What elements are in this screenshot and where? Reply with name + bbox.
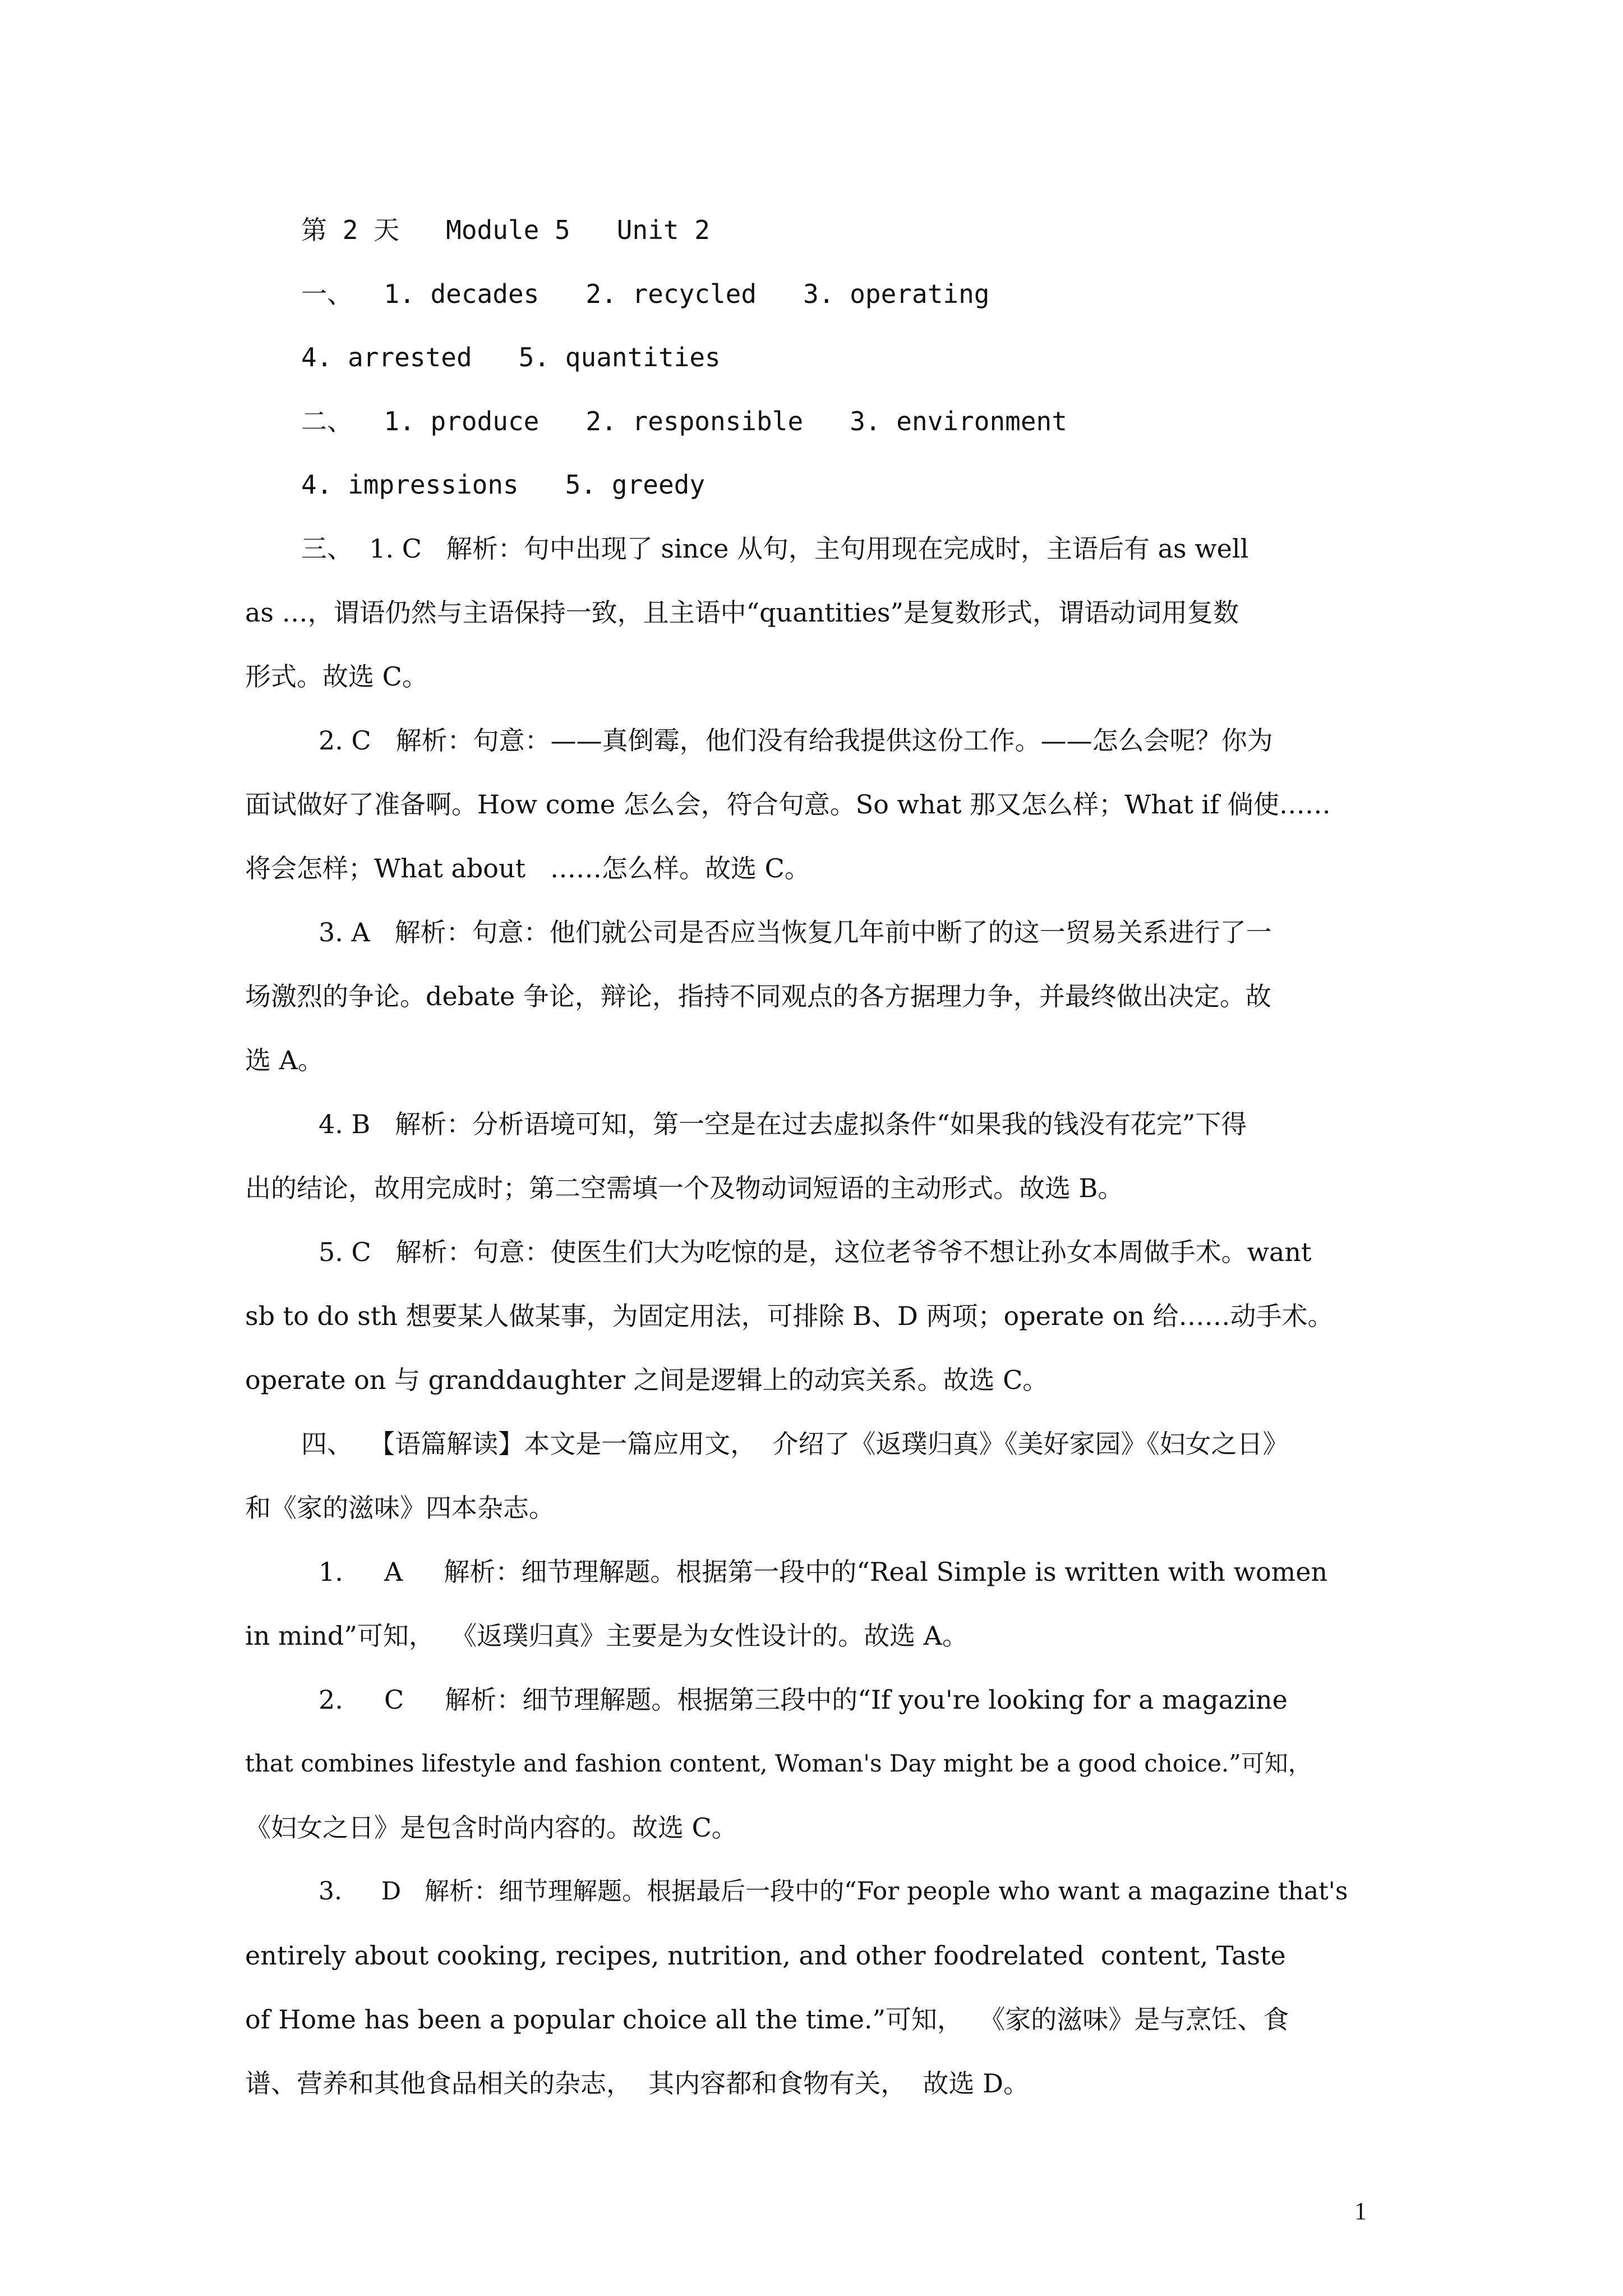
section-4-item-3-line-1: 3. D 解析：细节理解题。根据最后一段中的“For people who want a magazine that's <box>319 1877 1348 1906</box>
section-1-line-2: 4. arrested 5. quantities <box>301 342 721 372</box>
section-4-item-3-line-4: 谱、营养和其他食品相关的杂志， 其内容都和食物有关， 故选 D。 <box>245 2068 1029 2099</box>
section-4-item-2-line-3: 《妇女之日》是包含时尚内容的。故选 C。 <box>245 1812 737 1843</box>
section-3-item-1-line-2: as …，谓语仍然与主语保持一致，且主语中“quantities”是复数形式，谓语动词用复数 <box>245 597 1239 628</box>
section-4-intro-line-1: 四、 【语篇解读】本文是一篇应用文， 介绍了《返璞归真》《美好家园》《妇女之日》 <box>301 1429 1289 1459</box>
section-3-item-3-line-3: 选 A。 <box>245 1045 324 1075</box>
section-4-item-3-line-2: entirely about cooking, recipes, nutrition, and other foodrelated content, Taste <box>245 1940 1286 1971</box>
section-3-item-3-line-1: 3. A 解析：句意：他们就公司是否应当恢复几年前中断了的这一贸易关系进行了一 <box>319 917 1272 947</box>
section-3-item-5-line-2: sb to do sth 想要某人做某事，为固定用法，可排除 B、D 两项；operate on 给……动手术。 <box>245 1301 1334 1331</box>
section-3-item-1-line-3: 形式。故选 C。 <box>245 661 428 692</box>
section-2-line-1: 二、 1. produce 2. responsible 3. environment <box>301 406 1067 436</box>
page-heading: 第 2 天 Module 5 Unit 2 <box>301 215 710 245</box>
section-4-item-1-line-2: in mind”可知， 《返璞归真》主要是为女性设计的。故选 A。 <box>245 1621 968 1651</box>
section-3-item-4-line-1: 4. B 解析：分析语境可知，第一空是在过去虚拟条件“如果我的钱没有花完”下得 <box>319 1109 1247 1139</box>
section-4-item-3-line-3: of Home has been a popular choice all the time.”可知， 《家的滋味》是与烹饪、食 <box>245 2004 1289 2035</box>
section-2-line-2: 4. impressions 5. greedy <box>301 470 706 500</box>
section-3-item-4-line-2: 出的结论，故用完成时；第二空需填一个及物动词短语的主动形式。故选 B。 <box>245 1173 1124 1203</box>
section-3-item-2-line-3: 将会怎样；What about ……怎么样。故选 C。 <box>245 853 810 884</box>
section-4-item-1-line-1: 1. A 解析：细节理解题。根据第一段中的“Real Simple is written with women <box>319 1557 1328 1587</box>
page-number: 1 <box>1354 2197 1367 2225</box>
section-3-item-5-line-1: 5. C 解析：句意：使医生们大为吃惊的是，这位老爷爷不想让孙女本周做手术。want <box>319 1237 1312 1267</box>
section-4-intro-line-2: 和《家的滋味》四本杂志。 <box>245 1493 555 1523</box>
section-3-item-5-line-3: operate on 与 granddaughter 之间是逻辑上的动宾关系。故选 C。 <box>245 1365 1049 1395</box>
section-3-item-2-line-2: 面试做好了准备啊。How come 怎么会，符合句意。So what 那又怎么样；What if 倘使…… <box>245 789 1331 820</box>
section-1-line-1: 一、 1. decades 2. recycled 3. operating <box>301 279 990 309</box>
section-3-item-3-line-2: 场激烈的争论。debate 争论，辩论，指持不同观点的各方据理力争，并最终做出决定。故 <box>245 981 1271 1011</box>
section-3-item-2-line-1: 2. C 解析：句意：——真倒霉，他们没有给我提供这份工作。——怎么会呢？你为 <box>319 725 1273 756</box>
section-4-item-2-line-1: 2. C 解析：细节理解题。根据第三段中的“If you're looking for a magazine <box>319 1685 1288 1715</box>
section-3-item-1-line-1: 三、 1. C 解析：句中出现了 since 从句，主句用现在完成时，主语后有 as well <box>301 533 1249 564</box>
section-4-item-2-line-2: that combines lifestyle and fashion content, Woman's Day might be a good choice.”可知， <box>245 1750 1312 1777</box>
